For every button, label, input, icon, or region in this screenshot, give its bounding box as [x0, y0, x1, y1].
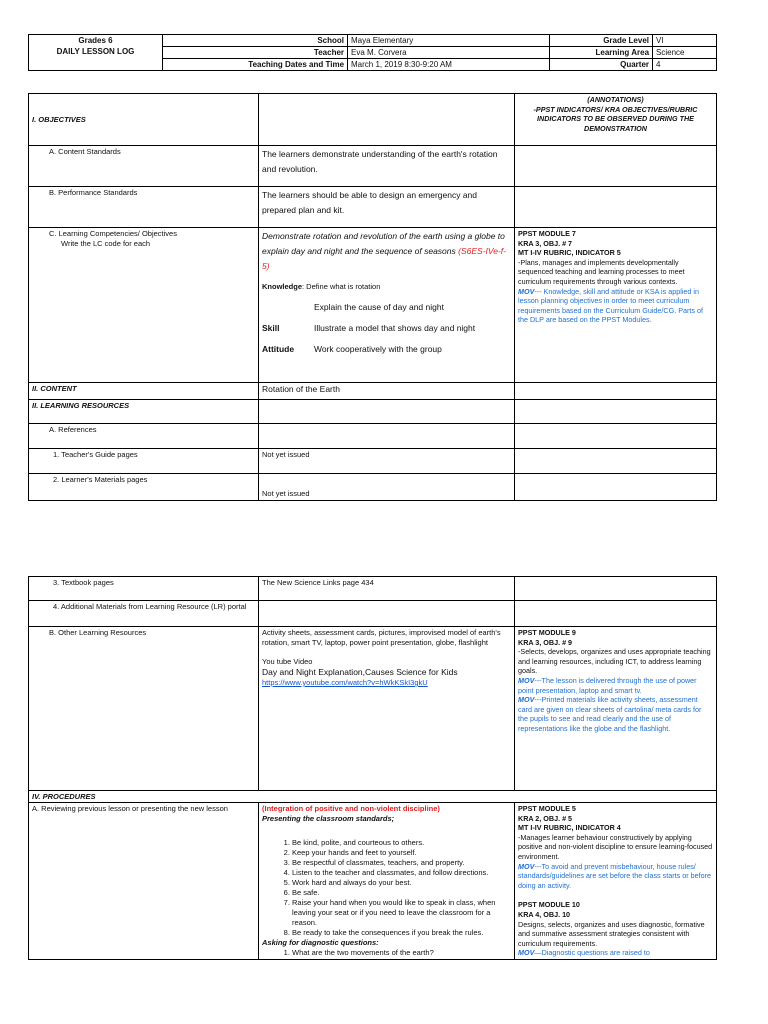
proc-ann1-module: PPST MODULE 5	[518, 804, 576, 813]
grades-cell	[29, 35, 163, 71]
questions-list	[262, 948, 511, 958]
additional-label: 4. Additional Materials from Learning Resource (LR) portal	[29, 601, 259, 627]
content-standards-text: The learners demonstrate understanding of the earth's rotation and revolution.	[259, 146, 515, 187]
lm-ann	[515, 474, 717, 501]
ann-desc: -Plans, manages and implements developmentally sequenced teaching and learning processes to meet curriculum requirements through various contexts.	[518, 257, 685, 286]
grades-label: Grades 6	[78, 36, 113, 45]
attitude-label: Attitude	[262, 344, 295, 354]
other-text: Activity sheets, assessment cards, pictures, improvised model of earth's rotation, smart TV, laptop, power point presentation, globe, flashlight	[262, 628, 501, 647]
grade-level-value: VI	[653, 35, 717, 47]
standard-item: 3. Be respectful of classmates, teachers, and property.	[292, 858, 511, 868]
standard-item: 1. Be kind, polite, and courteous to others.	[292, 838, 511, 848]
textbook-ann	[515, 577, 717, 601]
competencies-text-cell	[259, 228, 515, 383]
objectives-table	[28, 93, 717, 501]
tg-ann	[515, 449, 717, 474]
proc-ann1-mov	[518, 862, 713, 891]
competency-text: Demonstrate rotation and revolution of the earth using a globe to explain day and night and the sequence of seasons	[262, 231, 505, 256]
competencies-cell	[29, 228, 259, 383]
other-cell	[259, 627, 515, 791]
references-ann	[515, 424, 717, 449]
header-table	[28, 34, 717, 71]
res-ann-mov1-label: MOV	[518, 675, 535, 685]
annotations-header	[515, 94, 717, 146]
school-value: Maya Elementary	[348, 35, 550, 47]
review-ann	[515, 803, 717, 960]
resources-procedures-table	[28, 576, 717, 960]
question-item: 1. What are the two movements of the earth?	[292, 948, 511, 958]
video-link[interactable]: https://www.youtube.com/watch?v=hWkKSkI3gkU	[262, 678, 428, 687]
standard-item: 7. Raise your hand when you would like to speak in class, when leaving your seat or if you need to leave the classroom for a reason.	[292, 898, 511, 928]
objectives-title: I. OBJECTIVES	[29, 94, 259, 146]
proc-ann1-kra: KRA 2, OBJ. # 5	[518, 813, 573, 823]
proc-ann1-mov-text: ---To avoid and prevent misbehaviour, house rules/ standards/guidelines are set before the class starts or before doing an activity.	[518, 861, 711, 890]
knowledge-label: Knowledge	[262, 282, 303, 291]
integration-text: (Integration of positive and non-violent discipline)	[262, 804, 440, 813]
skill-text: Illustrate a model that shows day and night	[314, 323, 476, 333]
youtube-label: You tube Video	[262, 657, 313, 666]
res-ann-mov2-text: ---Printed materials like activity sheets, assessment card are given on clear sheets of cartolina/ meta cards for the pupils to see and read clearly and the use of representations like the globe and the flashlight.	[518, 695, 702, 733]
standard-item: 8. Be ready to take the consequences if you break the rules.	[292, 928, 511, 938]
presenting-text: Presenting the classroom standards;	[262, 814, 395, 823]
skill-label: Skill	[262, 323, 280, 333]
content-standards-ann	[515, 146, 717, 187]
res-ann-mov2	[518, 695, 713, 733]
attitude-text: Work cooperatively with the group	[314, 344, 442, 354]
proc-ann2-module: PPST MODULE 10	[518, 900, 580, 910]
ann-rubric: MT I-IV RUBRIC, INDICATOR 5	[518, 248, 621, 258]
annotations-subtitle: -PPST INDICATORS/ KRA OBJECTIVES/RUBRIC INDICATORS TO BE OBSERVED DURING THE DEMONSTRATION	[533, 104, 698, 133]
proc-ann2-mov-label: MOV	[518, 948, 535, 958]
competencies-label: C. Learning Competencies/ Objectives	[49, 229, 177, 238]
review-cell	[259, 803, 515, 960]
procedures-title: IV. PROCEDURES	[29, 791, 717, 803]
teacher-value: Eva M. Corvera	[348, 47, 550, 59]
content-ann	[515, 383, 717, 400]
proc-ann2-mov-text: —Diagnostic questions are raised to	[534, 948, 650, 958]
content-text: Rotation of the Earth	[259, 383, 515, 400]
lm-value: Not yet issued	[259, 474, 515, 501]
standards-list	[262, 838, 511, 938]
res-ann-mov2-label: MOV	[518, 695, 535, 705]
review-label: A. Reviewing previous lesson or presenting the new lesson	[32, 804, 228, 813]
standard-item: 2. Keep your hands and feet to yourself.	[292, 848, 511, 858]
standard-item: 5. Work hard and always do your best.	[292, 878, 511, 888]
res-ann-mov1	[518, 676, 713, 695]
review-label-cell	[29, 803, 259, 960]
performance-standards-label: B. Performance Standards	[29, 187, 259, 228]
content-title: II. CONTENT	[29, 383, 259, 400]
proc-ann1-mov-label: MOV	[518, 861, 535, 871]
dates-value: March 1, 2019 8:30-9:20 AM	[348, 59, 550, 71]
lm-label: 2. Learner's Materials pages	[29, 474, 259, 501]
knowledge-text: : Define what is rotation	[302, 282, 381, 291]
log-title: DAILY LESSON LOG	[56, 47, 135, 56]
proc-ann1-rubric: MT I-IV RUBRIC, INDICATOR 4	[518, 823, 621, 833]
school-label: School	[163, 35, 348, 47]
knowledge-text-2: Explain the cause of day and night	[314, 302, 444, 312]
proc-ann1-desc: -Manages learner behaviour constructively by applying positive and non-violent discipline to ensure learning-focused environment.	[518, 832, 713, 861]
annotations-title: (ANNOTATIONS)	[587, 95, 644, 104]
performance-standards-text: The learners should be able to design an emergency and prepared plan and kit.	[259, 187, 515, 228]
competency-code: (S6ES-IVe-f-5)	[262, 246, 507, 271]
objectives-empty	[259, 94, 515, 146]
quarter-value: 4	[653, 59, 717, 71]
proc-ann2-mov	[518, 948, 713, 958]
learning-area-value: Science	[653, 47, 717, 59]
dates-label: Teaching Dates and Time	[163, 59, 348, 71]
tg-label: 1. Teacher's Guide pages	[29, 449, 259, 474]
additional-ann	[515, 601, 717, 627]
ann-mov	[518, 287, 713, 325]
res-ann-kra: KRA 3, OBJ. # 9	[518, 637, 573, 647]
other-ann	[515, 627, 717, 791]
learning-area-label: Learning Area	[550, 47, 653, 59]
additional-value	[259, 601, 515, 627]
tg-value: Not yet issued	[259, 449, 515, 474]
standard-item: 4. Listen to the teacher and classmates, and follow directions.	[292, 868, 511, 878]
ann-module: PPST MODULE 7	[518, 229, 576, 238]
resources-empty	[259, 400, 515, 424]
ann-kra: KRA 3, OBJ. # 7	[518, 238, 573, 248]
references-label: A. References	[29, 424, 259, 449]
textbook-label: 3. Textbook pages	[29, 577, 259, 601]
teacher-label: Teacher	[163, 47, 348, 59]
ann-mov-text: --- Knowledge, skill and attitude or KSA is applied in lesson planning objectives in order to meet curriculum requirements based on the Curriculum Guide/CG. Parts of the DLP are based on the PPST Modules.	[518, 286, 703, 325]
res-ann-mov1-text: ---The lesson is delivered through the use of power point presentation, laptop and smart tv.	[518, 675, 697, 695]
asking-text: Asking for diagnostic questions:	[262, 938, 379, 947]
other-label: B. Other Learning Resources	[29, 627, 259, 791]
ann-mov-label: MOV	[518, 286, 535, 296]
proc-ann2-desc: Designs, selects, organizes and uses diagnostic, formative and summative assessment strategies consistent with curriculum requirements.	[518, 919, 705, 948]
content-standards-label: A. Content Standards	[29, 146, 259, 187]
competencies-sublabel: Write the LC code for each	[61, 239, 151, 248]
standard-item: 6. Be safe.	[292, 888, 511, 898]
proc-ann2-kra: KRA 4, OBJ. 10	[518, 909, 571, 919]
res-ann-desc: -Selects, develops, organizes and uses appropriate teaching and learning resources, including ICT, to address learning goals.	[518, 647, 711, 676]
competencies-ann	[515, 228, 717, 383]
textbook-value: The New Science Links page 434	[259, 577, 515, 601]
grade-level-label: Grade Level	[550, 35, 653, 47]
performance-standards-ann	[515, 187, 717, 228]
video-title: Day and Night Explanation,Causes Science for Kids	[262, 667, 458, 677]
res-ann-module: PPST MODULE 9	[518, 628, 576, 637]
resources-ann	[515, 400, 717, 424]
quarter-label: Quarter	[550, 59, 653, 71]
resources-title: II. LEARNING RESOURCES	[29, 400, 259, 424]
references-empty	[259, 424, 515, 449]
